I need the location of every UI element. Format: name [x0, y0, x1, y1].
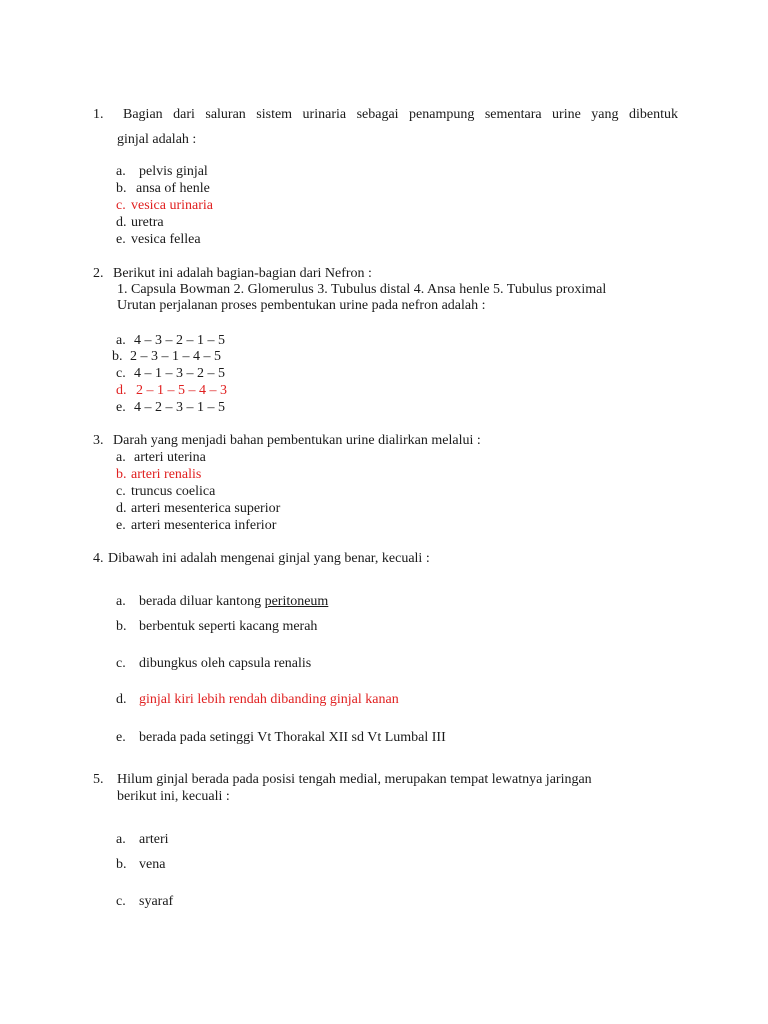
q2-option-e-text: 4 – 2 – 3 – 1 – 5	[134, 400, 225, 415]
q3-stem-line1: Darah yang menjadi bahan pembentukan urine dialirkan melalui :	[113, 433, 481, 448]
q4-option-e-letter: e.	[116, 730, 126, 745]
q1-number: 1.	[93, 107, 104, 122]
q4-option-d-text: ginjal kiri lebih rendah dibanding ginjal kanan	[139, 692, 399, 707]
q5-stem-line1: Hilum ginjal berada pada posisi tengah medial, merupakan tempat lewatnya jaringan	[117, 772, 592, 787]
q2-stem-line3: Urutan perjalanan proses pembentukan urine pada nefron adalah :	[117, 298, 486, 313]
q3-option-d-letter: d.	[116, 501, 127, 516]
q3-option-a-letter: a.	[116, 450, 126, 465]
q2-stem-line2: 1. Capsula Bowman 2. Glomerulus 3. Tubulus distal 4. Ansa henle 5. Tubulus proximal	[117, 282, 607, 297]
q2-option-c-letter: c.	[116, 366, 126, 381]
q1-option-b-text: ansa of henle	[136, 181, 210, 196]
q2-option-d-text: 2 – 1 – 5 – 4 – 3	[136, 383, 227, 398]
q1-option-c-letter: c.	[116, 198, 126, 213]
q3-option-e-text: arteri mesenterica inferior	[131, 518, 277, 533]
q4-option-a-underlined: peritoneum	[264, 594, 329, 609]
q2-option-a-text: 4 – 3 – 2 – 1 – 5	[134, 333, 225, 348]
q4-option-c-text: dibungkus oleh capsula renalis	[139, 656, 312, 671]
q3-option-b-text: arteri renalis	[131, 467, 202, 482]
q1-option-a-letter: a.	[116, 164, 126, 179]
q1-stem-line2: ginjal adalah :	[117, 132, 197, 147]
q3-option-c-text: truncus coelica	[131, 484, 216, 499]
q2-stem-line1: Berikut ini adalah bagian-bagian dari Nefron :	[113, 266, 372, 281]
q5-option-b-letter: b.	[116, 857, 127, 872]
q2-option-d-letter: d.	[116, 383, 127, 398]
q3-option-c-letter: c.	[116, 484, 126, 499]
q5-stem-line2: berikut ini, kecuali :	[117, 789, 230, 804]
q1-option-e-letter: e.	[116, 232, 126, 247]
q1-option-a-text: pelvis ginjal	[139, 164, 208, 179]
q3-option-e-letter: e.	[116, 518, 126, 533]
q4-option-a-letter: a.	[116, 594, 126, 609]
q2-option-a-letter: a.	[116, 333, 126, 348]
q5-option-b-text: vena	[139, 857, 166, 872]
q2-option-b-text: 2 – 3 – 1 – 4 – 5	[130, 349, 221, 364]
q1-option-b-letter: b.	[116, 181, 127, 196]
q4-option-d-letter: d.	[116, 692, 127, 707]
q1-option-d-text: uretra	[131, 215, 164, 230]
q5-option-a-letter: a.	[116, 832, 126, 847]
q4-option-a-text	[139, 593, 328, 610]
q3-option-d-text: arteri mesenterica superior	[131, 501, 281, 516]
q1-option-c-text: vesica urinaria	[131, 198, 214, 213]
q1-option-e-text: vesica fellea	[131, 232, 201, 247]
q4-number: 4.	[93, 551, 104, 566]
q3-option-a-text: arteri uterina	[134, 450, 206, 465]
q5-option-a-text: arteri	[139, 832, 169, 847]
q4-option-b-letter: b.	[116, 619, 127, 634]
q1-option-d-letter: d.	[116, 215, 127, 230]
q2-number: 2.	[93, 266, 104, 281]
q4-option-e-text: berada pada setinggi Vt Thorakal XII sd Vt Lumbal III	[139, 730, 446, 745]
q2-option-e-letter: e.	[116, 400, 126, 415]
q5-number: 5.	[93, 772, 104, 787]
q2-option-b-letter: b.	[112, 349, 123, 364]
q5-option-c-letter: c.	[116, 894, 126, 909]
q4-option-b-text: berbentuk seperti kacang merah	[139, 619, 318, 634]
q5-option-c-text: syaraf	[139, 894, 174, 909]
q3-option-b-letter: b.	[116, 467, 127, 482]
q4-option-a-text-plain: berada diluar kantong	[139, 594, 265, 609]
q1-stem-line1: Bagian dari saluran sistem urinaria sebagai penampung sementara urine yang dibentuk	[123, 107, 678, 122]
q2-option-c-text: 4 – 1 – 3 – 2 – 5	[134, 366, 225, 381]
q4-option-c-letter: c.	[116, 656, 126, 671]
q4-stem-line1: Dibawah ini adalah mengenai ginjal yang benar, kecuali :	[108, 551, 430, 566]
q3-number: 3.	[93, 433, 104, 448]
